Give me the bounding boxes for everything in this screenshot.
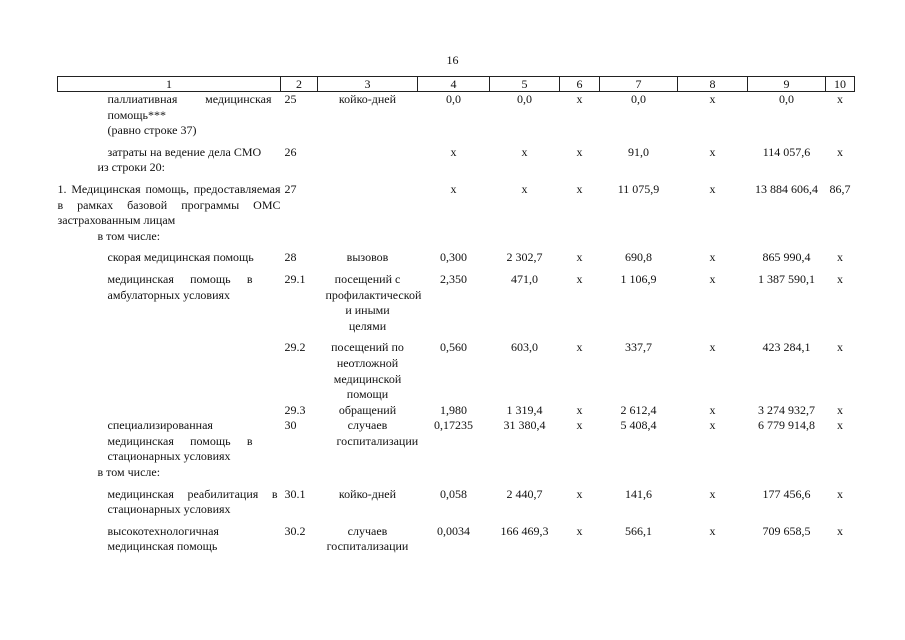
col8-value: х [709,486,716,501]
row-description [58,229,281,245]
unit-text: посещений с профилактической и иными целями [325,271,422,333]
table-row [58,139,855,161]
row-description [58,123,281,139]
table-row [58,229,855,245]
unit-of-measure [318,123,418,139]
col7-value: 11 075,9 [617,181,660,196]
row-number: 30.2 [284,523,306,538]
col4-value: х [450,144,457,159]
unit-of-measure [318,465,418,481]
page-number: 16 [446,53,459,67]
col4-value [418,465,490,481]
col5-value [490,465,560,481]
header-row [58,77,855,92]
row-description [58,266,281,334]
header-cell: 1 [58,77,281,92]
col8-value: х [709,92,716,106]
table-body [58,92,855,556]
col8-value: х [709,523,716,538]
unit-text: случаев госпитализации [326,523,409,554]
financing-table [57,76,855,555]
header-cell: 8 [678,77,748,92]
row-number: 29.1 [284,271,306,286]
col5-value: х [521,144,528,159]
row-number [281,160,318,176]
col9-value: 1 387 590,1 [758,271,815,286]
col4-value: 0,17235 [434,418,473,433]
row-number [281,465,318,481]
col6-value: х [576,250,583,265]
col6-value: х [576,144,583,159]
col9-value: 423 284,1 [762,340,811,355]
table-row [58,123,855,139]
col6-value: х [576,340,583,355]
row-description [58,465,281,481]
col7-value [600,160,678,176]
row-description [58,334,281,402]
row-description [58,139,281,161]
row-number: 29.3 [284,402,306,417]
col8-value [678,123,748,139]
unit-of-measure [318,160,418,176]
unit-text: вызовов [346,250,389,265]
header-cell: 10 [826,77,855,92]
col5-value: 471,0 [511,271,538,286]
col7-value: 566,1 [625,523,652,538]
row-number: 25 [284,92,297,106]
unit-text: койко-дней [338,486,397,501]
header-cell: 4 [418,77,490,92]
col4-value [418,123,490,139]
unit-of-measure [318,229,418,245]
unit-text: койко-дней [338,92,397,106]
col7-value: 141,6 [625,486,652,501]
col7-value [600,229,678,245]
row-description [58,403,281,419]
unit-of-measure [318,139,418,161]
col5-value [490,160,560,176]
header-cell: 7 [600,77,678,92]
row-description-text: специализированная медицинская помощь в стационарных условиях [107,418,253,464]
unit-of-measure [318,403,418,419]
row-description-text: медицинская помощь в амбулаторных условиях [107,271,253,302]
col6-value: х [576,523,583,538]
col10-value: х [837,144,843,159]
col8-value: х [709,418,716,433]
col9-value [748,229,826,245]
col8-value: х [709,250,716,265]
col10-value: х [837,402,843,417]
row-number: 26 [284,144,297,159]
row-number: 29.2 [284,340,306,355]
col7-value [600,123,678,139]
col5-value: 2 302,7 [506,250,543,265]
table-row [58,92,855,124]
table-row [58,176,855,229]
col9-value: 0,0 [779,92,794,106]
col7-value: 690,8 [625,250,652,265]
col8-value: х [709,144,716,159]
col4-value: 0,560 [440,340,467,355]
table-row [58,465,855,481]
row-description-text: затраты на ведение дела СМО [107,144,262,159]
col7-value: 5 408,4 [620,418,657,433]
row-number [281,123,318,139]
col4-value [418,229,490,245]
row-description [58,244,281,266]
unit-of-measure [318,418,418,465]
col10-value: х [837,271,843,286]
row-description [58,481,281,518]
col9-value [748,123,826,139]
col5-value [490,229,560,245]
col7-value [600,465,678,481]
row-description [58,176,281,229]
col8-value: х [709,340,716,355]
col7-value: 2 612,4 [620,402,657,417]
col7-value: 1 106,9 [620,271,657,286]
header-cell: 3 [318,77,418,92]
row-number [281,229,318,245]
table-row [58,481,855,518]
table-row [58,518,855,555]
row-description-text: в том числе: [97,465,161,480]
unit-of-measure [318,481,418,518]
col4-value: х [450,181,457,196]
table-row [58,418,855,465]
col6-value: х [576,486,583,501]
col9-value: 177 456,6 [762,486,811,501]
col4-value: 0,0 [446,92,461,106]
col5-value: 2 440,7 [506,486,543,501]
col5-value: 1 319,4 [506,402,543,417]
col9-value: 6 779 914,8 [758,418,815,433]
col6-value: х [576,181,583,196]
row-description [58,160,281,176]
col10-value [826,465,855,481]
col6-value [560,465,600,481]
col5-value: х [521,181,528,196]
table-row [58,266,855,334]
row-number: 28 [284,250,297,265]
col6-value: х [576,271,583,286]
header-cell: 6 [560,77,600,92]
row-description-text: высокотехнологичная медицинская помощь [107,523,219,554]
col5-value: 603,0 [511,340,538,355]
row-description [58,418,281,465]
row-number: 30.1 [284,486,306,501]
unit-of-measure [318,518,418,555]
col10-value: х [837,486,843,501]
table-row [58,334,855,402]
row-description-text: паллиативная медицинская помощь*** [107,92,272,122]
col10-value: х [837,92,843,106]
table-row [58,244,855,266]
col10-value: х [837,523,843,538]
col6-value [560,160,600,176]
col8-value [678,160,748,176]
col8-value: х [709,271,716,286]
unit-text: обращений [338,402,397,417]
row-description-text: скорая медицинская помощь [107,250,254,265]
col10-value [826,123,855,139]
row-description-text: медицинская реабилитация в стационарных условиях [107,486,278,517]
col10-value [826,160,855,176]
row-description-text: (равно строке 37) [107,123,197,138]
row-description-text: из строки 20: [97,160,165,175]
col6-value [560,229,600,245]
col7-value: 337,7 [625,340,652,355]
col10-value: х [837,418,843,433]
col9-value: 3 274 932,7 [758,402,815,417]
col9-value: 865 990,4 [762,250,811,265]
col9-value: 709 658,5 [762,523,811,538]
col8-value [678,229,748,245]
col4-value: 0,0034 [437,523,470,538]
col7-value: 91,0 [628,144,649,159]
unit-of-measure [318,244,418,266]
unit-of-measure [318,334,418,402]
col4-value: 0,058 [440,486,467,501]
col8-value [678,465,748,481]
col4-value [418,160,490,176]
table-row [58,403,855,419]
col6-value: х [576,418,583,433]
row-number: 30 [284,418,297,433]
row-description [58,518,281,555]
col5-value: 166 469,3 [500,523,549,538]
col6-value [560,123,600,139]
row-description-text: в том числе: [97,228,161,243]
col9-value [748,465,826,481]
unit-of-measure [318,266,422,334]
unit-of-measure [318,92,418,124]
col10-value [826,229,855,245]
unit-of-measure [318,176,418,229]
col6-value: х [576,402,583,417]
row-description [58,92,281,124]
col9-value [748,160,826,176]
header-cell: 9 [748,77,826,92]
col4-value: 1,980 [440,402,467,417]
header-cell: 2 [281,77,318,92]
col10-value: 86,7 [829,181,851,196]
unit-text: случаев госпитализации [336,418,419,448]
row-description-text: 1. Медицинская помощь, предоставляемая в рамках базовой программы ОМС застрахованным лицам [57,181,281,228]
col10-value: х [837,340,843,355]
col10-value: х [837,250,843,265]
col6-value: х [576,92,583,106]
col5-value: 0,0 [517,92,532,106]
col9-value: 13 884 606,4 [755,181,818,196]
unit-text: посещений по неотложной медицинской помощи [331,340,404,402]
col9-value: 114 057,6 [762,144,811,159]
header-cell: 5 [490,77,560,92]
table-row [58,160,855,176]
col8-value: х [709,181,716,196]
col7-value: 0,0 [631,92,646,106]
col5-value [490,123,560,139]
col4-value: 0,300 [440,250,467,265]
row-number: 27 [284,181,297,196]
col8-value: х [709,402,716,417]
col5-value: 31 380,4 [503,418,546,433]
col4-value: 2,350 [440,271,467,286]
